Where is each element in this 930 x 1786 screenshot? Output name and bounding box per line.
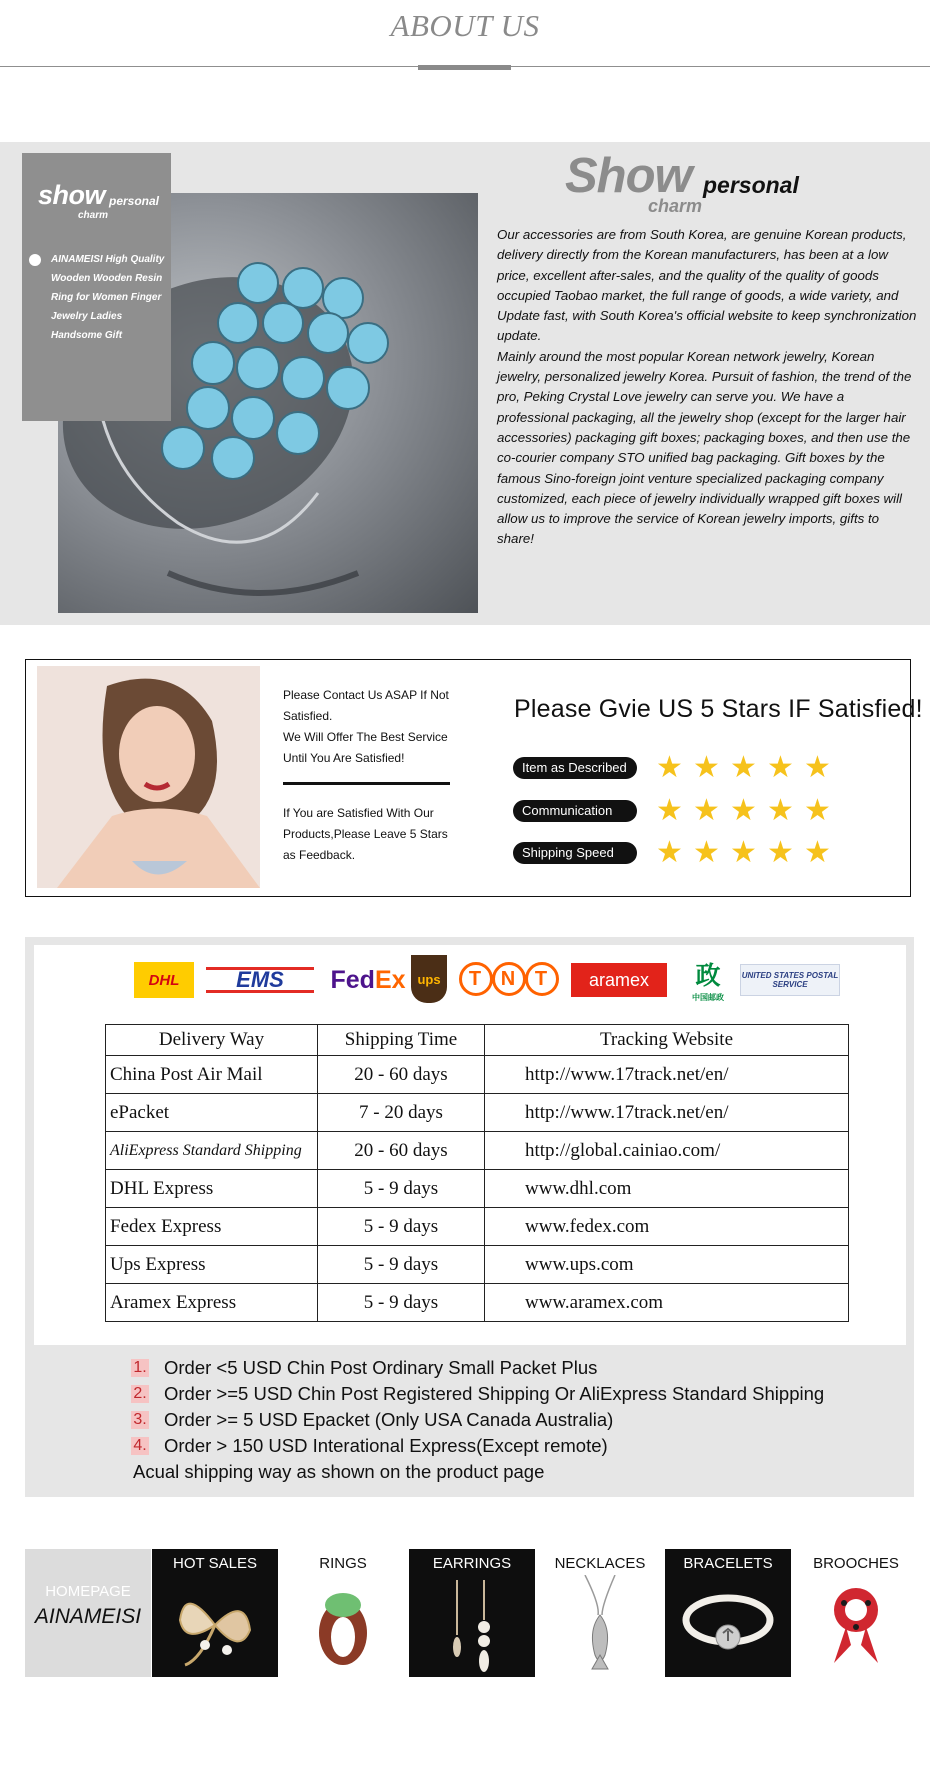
shipping-time: 7 - 20 days (318, 1094, 485, 1132)
star-icon: ★ (804, 835, 831, 870)
china-post-glyph: 政 (695, 961, 721, 990)
nav-brooches[interactable] (793, 1549, 919, 1677)
rating-label: Item as Described (513, 757, 637, 779)
nav-label: NECKLACES (554, 1555, 646, 1572)
column-header: Tracking Website (485, 1025, 849, 1056)
tracking-website: www.aramex.com (485, 1284, 849, 1322)
star-icon: ★ (804, 793, 831, 828)
fish-necklace-icon (550, 1575, 650, 1673)
column-header: Shipping Time (318, 1025, 485, 1056)
card-product-title: AINAMEISI High Quality Wooden Wooden Resin Ring for Women Finger Jewelry Ladies Handsome Gift (51, 254, 165, 341)
table-row (106, 1094, 849, 1132)
star-icon: ★ (730, 750, 757, 785)
star-icon: ★ (767, 793, 794, 828)
shipping-time: 5 - 9 days (318, 1170, 485, 1208)
nav-rings[interactable] (280, 1549, 406, 1677)
headline-personal: personal (703, 172, 799, 198)
shipping-table (105, 1024, 849, 1322)
star-icon: ★ (656, 793, 683, 828)
nav-hot-sales[interactable] (152, 1549, 278, 1677)
nav-earrings[interactable] (409, 1549, 535, 1677)
product-card (22, 153, 171, 421)
star-icon: ★ (656, 750, 683, 785)
fedex-fed: Fed (330, 965, 375, 994)
contact-divider (283, 782, 450, 785)
nav-homepage[interactable] (25, 1549, 151, 1677)
table-row (106, 1056, 849, 1094)
table-row (106, 1132, 849, 1170)
star-icon: ★ (767, 750, 794, 785)
star-icon: ★ (656, 835, 683, 870)
model-photo (37, 666, 260, 888)
aramex-logo: aramex (571, 963, 667, 997)
star-icon: ★ (804, 750, 831, 785)
headline-show: Show (565, 149, 692, 203)
delivery-way: AliExpress Standard Shipping (106, 1132, 318, 1170)
rating-stars (656, 750, 846, 785)
usps-logo: UNITED STATES POSTAL SERVICE (740, 964, 840, 996)
delivery-way: Ups Express (106, 1246, 318, 1284)
order-text: Order >= 5 USD Epacket (Only USA Canada Australia) (164, 1409, 614, 1430)
brand-name: AINAMEISI (34, 1605, 142, 1628)
tnt-letter: N (492, 962, 526, 996)
order-number: 3. (131, 1411, 149, 1429)
fedex-logo (332, 962, 404, 998)
contact-message (283, 685, 468, 769)
delivery-way: DHL Express (106, 1170, 318, 1208)
nav-label: EARRINGS (432, 1555, 512, 1572)
tnt-letter: T (525, 962, 559, 996)
nav-label: HOT SALES (173, 1555, 257, 1572)
header-divider-accent (418, 65, 511, 70)
intro-paragraph-2: Mainly around the most popular Korean network jewelry, Korean jewelry, personalized jewelry Korea. Pursuit of fashion, the trend of the pro, Peking Crystal Love jewelry can serve you. We have a professional packaging, all the jewelry shop (except for the larger hair accessories) packaging gift boxes; packaging boxes, and then use the co-courier company STO unified bag packaging. Gift boxes by the famous Sino-foreign joint venture specialized packaging company customized, each piece of jewelry individually wrapped gift boxes will allow us to improve the service of Korean jewelry imports, gifts to share! (497, 348, 912, 547)
shipping-time: 5 - 9 days (318, 1208, 485, 1246)
delivery-way: Aramex Express (106, 1284, 318, 1322)
order-number: 4. (131, 1437, 149, 1455)
butterfly-brooch-icon (165, 1575, 265, 1673)
card-show-text: show (38, 180, 106, 210)
shipping-footnote: Acual shipping way as shown on the product page (133, 1461, 545, 1482)
stars-title: Please Gvie US 5 Stars IF Satisfied! (514, 695, 923, 723)
order-rules-list (131, 1355, 911, 1485)
card-charm-text: charm (78, 210, 109, 221)
nav-necklaces[interactable] (537, 1549, 663, 1677)
delivery-way: Fedex Express (106, 1208, 318, 1246)
drop-earrings-icon (422, 1575, 522, 1673)
star-icon: ★ (767, 835, 794, 870)
table-row (106, 1246, 849, 1284)
intro-paragraph-1: Our accessories are from South Korea, are genuine Korean products, delivery directly from the Korean manufacturers, has been at a low price, excellent after-sales, and the quality of the quality of goods occupied Taobao market, the full range of goods, a wide variety, and Update fast, with South Korea's official website to keep synchronization update. (497, 227, 917, 344)
china-post-text: 中国邮政 (692, 992, 724, 1002)
star-icon: ★ (730, 835, 757, 870)
shipping-time: 5 - 9 days (318, 1284, 485, 1322)
delivery-way: China Post Air Mail (106, 1056, 318, 1094)
tnt-letter: T (459, 962, 493, 996)
tracking-website: http://www.17track.net/en/ (485, 1094, 849, 1132)
bow-brooch-icon (806, 1575, 906, 1673)
star-icon: ★ (693, 835, 720, 870)
order-text: Order <5 USD Chin Post Ordinary Small Packet Plus (164, 1357, 598, 1378)
tracking-website: www.ups.com (485, 1246, 849, 1284)
nav-bracelets[interactable] (665, 1549, 791, 1677)
category-nav (25, 1549, 915, 1677)
tracking-website: www.dhl.com (485, 1170, 849, 1208)
tracking-website: www.fedex.com (485, 1208, 849, 1246)
order-text: Order >=5 USD Chin Post Registered Shipping Or AliExpress Standard Shipping (164, 1383, 825, 1404)
list-item (131, 1355, 911, 1381)
headline-charm: charm (648, 196, 703, 216)
table-row (106, 1208, 849, 1246)
nav-label: BRACELETS (683, 1555, 773, 1572)
dhl-logo: DHL (134, 962, 194, 998)
star-icon: ★ (730, 793, 757, 828)
column-header: Delivery Way (106, 1025, 318, 1056)
tree-bracelet-icon (678, 1575, 778, 1673)
homepage-label: HOMEPAGE (45, 1583, 131, 1600)
rating-stars (656, 793, 846, 828)
page-title: ABOUT US (390, 8, 540, 43)
list-item (131, 1433, 911, 1459)
china-post-logo (686, 955, 730, 1003)
tracking-website: http://www.17track.net/en/ (485, 1056, 849, 1094)
bullet-icon (29, 254, 41, 266)
ups-logo: ups (411, 955, 447, 1003)
shipping-time: 20 - 60 days (318, 1056, 485, 1094)
table-row (106, 1170, 849, 1208)
rating-label: Shipping Speed (513, 842, 637, 864)
table-header-row (106, 1025, 849, 1056)
ems-logo: EMS (206, 967, 314, 993)
table-row (106, 1284, 849, 1322)
leave-stars-message: If You are Satisfied With Our Products,Please Leave 5 Stars as Feedback. (283, 806, 448, 862)
tnt-logo (457, 959, 560, 999)
card-personal-text: personal (109, 194, 160, 208)
fedex-ex: Ex (374, 965, 406, 994)
order-number: 2. (131, 1385, 149, 1403)
rating-label: Communication (513, 800, 637, 822)
shipping-time: 5 - 9 days (318, 1246, 485, 1284)
nav-label: RINGS (319, 1555, 367, 1572)
list-item (131, 1381, 911, 1407)
intro-description (497, 225, 917, 550)
list-item (131, 1407, 911, 1433)
contact-line-2: We Will Offer The Best Service Until You Are Satisfied! (283, 730, 448, 765)
star-icon: ★ (693, 793, 720, 828)
contact-line-1: Please Contact Us ASAP If Not Satisfied. (283, 688, 449, 723)
order-number: 1. (131, 1359, 149, 1377)
tracking-website: http://global.cainiao.com/ (485, 1132, 849, 1170)
order-text: Order > 150 USD Interational Express(Except remote) (164, 1435, 608, 1456)
wooden-ring-icon (293, 1575, 393, 1673)
star-icon: ★ (693, 750, 720, 785)
nav-label: BROOCHES (813, 1555, 899, 1572)
rating-stars (656, 835, 846, 870)
delivery-way: ePacket (106, 1094, 318, 1132)
shipping-time: 20 - 60 days (318, 1132, 485, 1170)
